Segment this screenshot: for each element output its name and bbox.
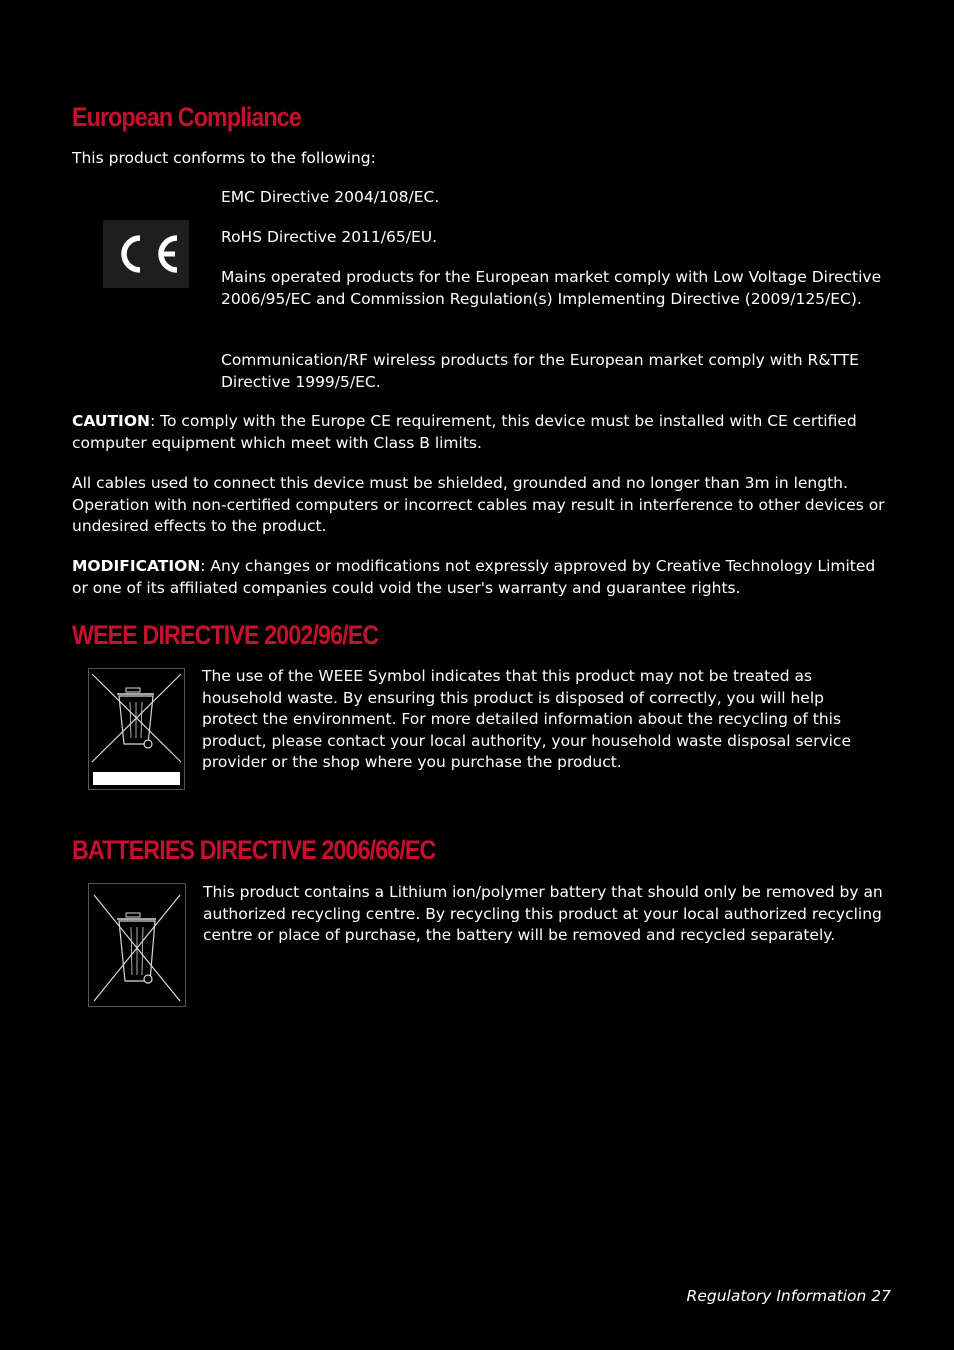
page-footer: Regulatory Information 27 [686, 1287, 891, 1305]
caution-text: : To comply with the Europe CE requirement, this device must be installed with CE certified computer equipment which meet with Class B limits. [72, 412, 857, 452]
batteries-heading: BATTERIES DIRECTIVE 2006/66/EC [72, 835, 436, 865]
rf-wireless-text: Communication/RF wireless products for the European market comply with R&TTE Directive 1999/5/EC. [221, 351, 859, 391]
rohs-directive: RoHS Directive 2011/65/EU. [221, 228, 438, 246]
battery-bin-icon [88, 883, 186, 1007]
ce-mark-icon [103, 220, 189, 288]
caution-paragraph [72, 411, 892, 454]
weee-text: The use of the WEEE Symbol indicates that this product may not be treated as household waste. By ensuring this product is disposed of correctly, you will help protect the environment. For more detailed information about the recycling of this product, please contact your local authority, your household waste disposal service provider or the shop where you purchase the product. [202, 667, 851, 772]
mains-operated-text: Mains operated products for the European market comply with Low Voltage Directive 2006/95/EC and Commission Regulation(s) Implementing Directive (2009/125/EC). [221, 268, 882, 308]
batteries-text: This product contains a Lithium ion/polymer battery that should only be removed by an authorized recycling centre. By recycling this product at your local authorized recycling centre or place of purchase, the battery will be removed and recycled separately. [203, 883, 883, 945]
emc-directive: EMC Directive 2004/108/EC. [221, 188, 440, 206]
weee-bin-icon [88, 668, 185, 790]
modification-text: : Any changes or modifications not expressly approved by Creative Technology Limited or one of its affiliated companies could void the user's warranty and guarantee rights. [72, 557, 876, 597]
cables-paragraph: All cables used to connect this device must be shielded, grounded and no longer than 3m in length. Operation with non-certified computers or incorrect cables may result in interference to other devices or undesired effects to the product. [72, 474, 885, 536]
weee-heading: WEEE DIRECTIVE 2002/96/EC [72, 620, 379, 650]
european-compliance-heading: European Compliance [72, 102, 301, 132]
modification-paragraph [72, 556, 892, 599]
caution-label: CAUTION [72, 412, 150, 430]
modification-label: MODIFICATION [72, 557, 201, 575]
intro-text: This product conforms to the following: [72, 149, 376, 167]
